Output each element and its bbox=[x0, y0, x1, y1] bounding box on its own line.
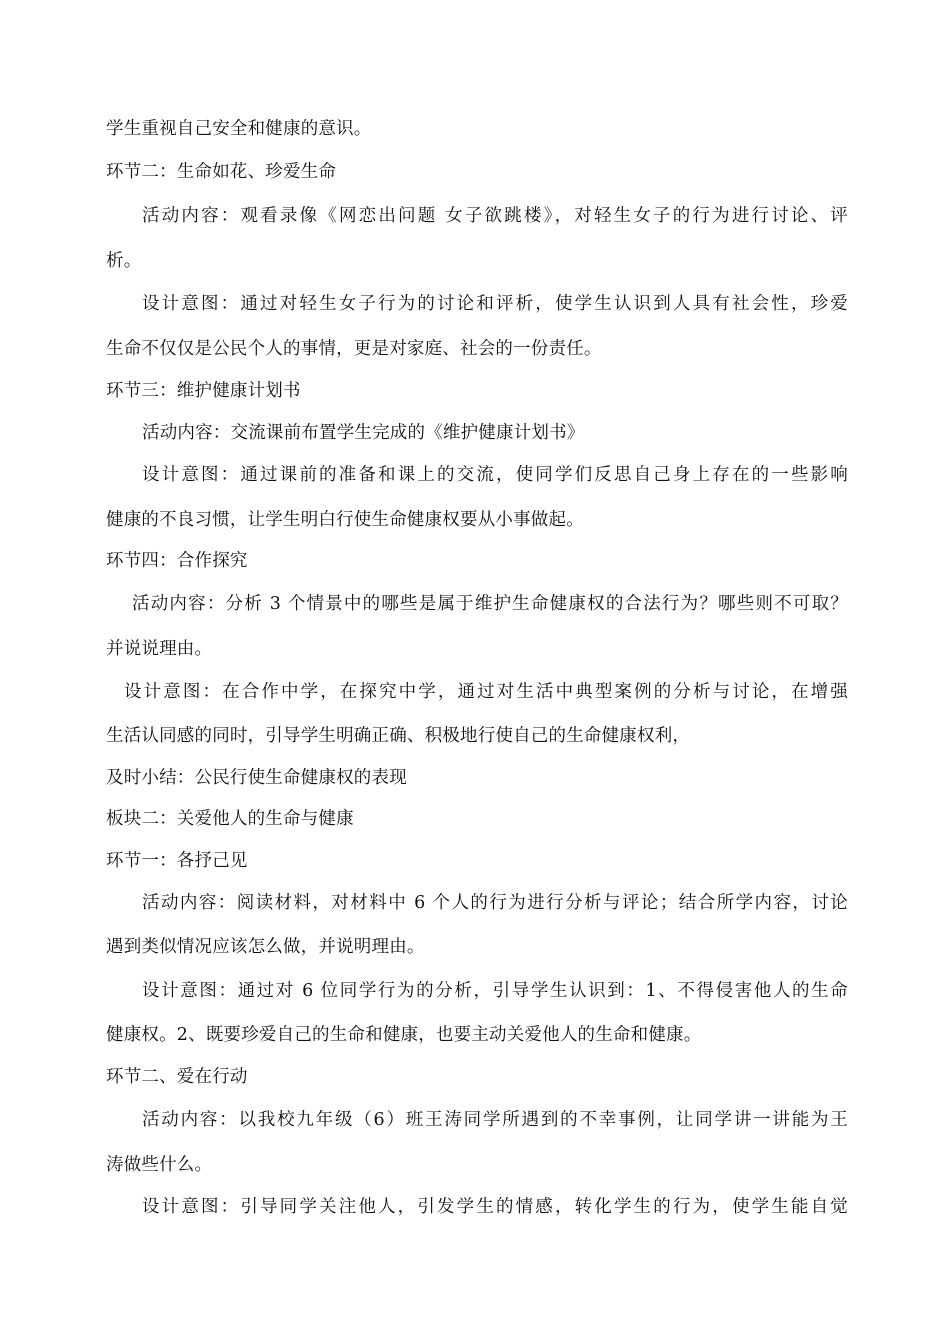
text-line: 活动内容：阅读材料，对材料中 6 个人的行为进行分析与评论；结合所学内容，讨论 bbox=[142, 893, 848, 913]
text-line: 及时小结：公民行使生命健康权的表现 bbox=[106, 768, 407, 788]
text-line: 健康权。2、既要珍爱自己的生命和健康，也要主动关爱他人的生命和健康。 bbox=[106, 1025, 702, 1045]
text-line: 活动内容：分析 3 个情景中的哪些是属于维护生命健康权的合法行为？哪些则不可取？ bbox=[132, 594, 848, 614]
text-line: 生活认同感的同时，引导学生明确正确、积极地行使自己的生命健康权利， bbox=[106, 726, 691, 746]
text-line: 活动内容：以我校九年级（6）班王涛同学所遇到的不幸事例，让同学讲一讲能为王 bbox=[142, 1110, 848, 1130]
text-line: 设计意图：引导同学关注他人，引发学生的情感，转化学生的行为，使学生能自觉 bbox=[142, 1197, 848, 1217]
text-line: 活动内容：交流课前布置学生完成的《维护健康计划书》 bbox=[142, 423, 585, 443]
text-line: 活动内容：观看录像《网恋出问题 女子欲跳楼》，对轻生女子的行为进行讨论、评 bbox=[142, 206, 848, 226]
text-line: 设计意图：通过课前的准备和课上的交流，使同学们反思自己身上存在的一些影响 bbox=[142, 465, 848, 485]
text-line: 健康的不良习惯，让学生明白行使生命健康权要从小事做起。 bbox=[106, 510, 584, 530]
section-heading: 环节三：维护健康计划书 bbox=[106, 381, 301, 401]
section-heading: 环节一：各抒己见 bbox=[106, 851, 248, 871]
text-line: 析。 bbox=[106, 251, 142, 271]
text-line: 生命不仅仅是公民个人的事情，更是对家庭、社会的一份责任。 bbox=[106, 339, 602, 359]
section-heading: 环节四：合作探究 bbox=[106, 551, 248, 571]
text-line: 遇到类似情况应该怎么做，并说明理由。 bbox=[106, 937, 425, 957]
text-line: 涛做些什么。 bbox=[106, 1155, 213, 1175]
text-line: 设计意图：在合作中学，在探究中学，通过对生活中典型案例的分析与讨论，在增强 bbox=[124, 682, 848, 702]
section-heading: 板块二：关爱他人的生命与健康 bbox=[106, 809, 354, 829]
section-heading: 环节二、爱在行动 bbox=[106, 1067, 248, 1087]
text-line: 设计意图：通过对轻生女子行为的讨论和评析，使学生认识到人具有社会性，珍爱 bbox=[142, 294, 848, 314]
section-heading: 环节二：生命如花、珍爱生命 bbox=[106, 162, 337, 182]
text-line: 设计意图：通过对 6 位同学行为的分析，引导学生认识到：1、不得侵害他人的生命 bbox=[142, 981, 848, 1001]
text-line: 并说说理由。 bbox=[106, 639, 213, 659]
text-line: 学生重视自己安全和健康的意识。 bbox=[106, 119, 372, 139]
